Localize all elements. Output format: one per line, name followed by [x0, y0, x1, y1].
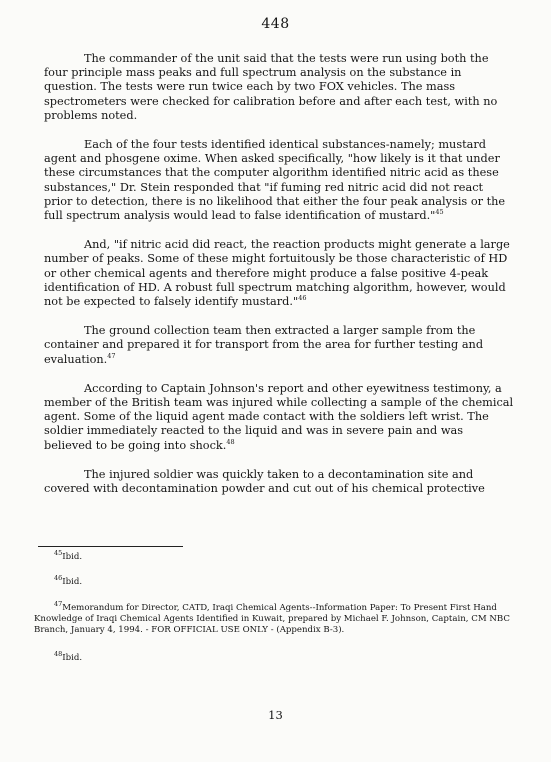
- paragraph-text: The injured soldier was quickly taken to a decontamination site and covered with decontamination powder and cut out of his chemical protective: [44, 467, 485, 496]
- paragraph-text: And, "if nitric acid did react, the reaction products might generate a large number of peaks. Some of these might fortuitously be those characteristic of HD or other chemical agents and therefore might produce a false positive 4-peak identification of HD. A robust full spectrum matching algorithm, however, would not be expected to falsely identify mustard.": [44, 238, 510, 309]
- bottom-page-number: 13: [268, 708, 283, 722]
- paragraph-text: According to Captain Johnson's report and other eyewitness testimony, a member of the British team was injured while collecting a sample of the chemical agent. Some of the liquid agent made contact with the soldiers left wrist. The soldier immediately reacted to the liquid and was in severe pain and was believed to be going into shock.: [44, 381, 514, 452]
- footnotes: [34, 549, 518, 679]
- paragraph-text: Each of the four tests identified identical substances-namely; mustard agent and phosgene oxime. When asked specifically, "how likely is it that under these circumstances that the computer algorithm identified nitric acid as these substances," Dr. Stein responded that "if fuming red nitric acid did not react prior to detection, there is no likelihood that either the four peak analysis or the full spectrum analysis would lead to false identification of mustard.": [44, 138, 506, 223]
- footnote-text: Ibid.: [62, 653, 83, 664]
- paragraph: [44, 138, 514, 223]
- footnote-reference: 47: [107, 351, 116, 360]
- footnote-mark: 47: [54, 599, 63, 608]
- paragraph: [44, 324, 514, 367]
- paragraph: [44, 382, 514, 453]
- footnote-reference: 48: [226, 437, 235, 446]
- footnote-mark: 48: [54, 650, 63, 659]
- paragraph: [44, 468, 514, 496]
- footnote-reference: 46: [298, 294, 307, 303]
- paragraph: [44, 52, 514, 123]
- footnote-text: Ibid.: [62, 552, 83, 562]
- paragraph-text: The commander of the unit said that the tests were run using both the four principle mass peaks and full spectrum analysis on the substance in question. The tests were run twice each by two FOX vehicles. The mass spectrometers were checked for calibration before and after each test, with no problems noted.: [44, 52, 498, 122]
- footnote: [34, 549, 518, 563]
- footnote: [34, 650, 518, 664]
- footnote: [34, 574, 518, 588]
- footnote-mark: 45: [54, 549, 63, 558]
- footnote-mark: 46: [54, 574, 63, 583]
- footnote-reference: 45: [435, 208, 444, 217]
- top-page-number: 448: [261, 16, 290, 32]
- footnote-text: Memorandum for Director, CATD, Iraqi Chemical Agents--Information Paper: To Present First Hand Knowledge of Iraqi Chemical Agents Identified in Kuwait, prepared by Michael F. Johnson, Captain, CM NBC Branch, January 4, 1994. - FOR OFFICIAL USE ONLY - (Appendix B-3).: [34, 602, 510, 636]
- paragraph: [44, 238, 514, 309]
- footnote-text: Ibid.: [62, 577, 83, 588]
- body-text: [44, 52, 514, 511]
- footnote-divider: [38, 546, 183, 547]
- paragraph-text: The ground collection team then extracted a larger sample from the container and prepared it for transport from the area for further testing and evaluation.: [44, 324, 484, 366]
- footnote: [34, 599, 518, 637]
